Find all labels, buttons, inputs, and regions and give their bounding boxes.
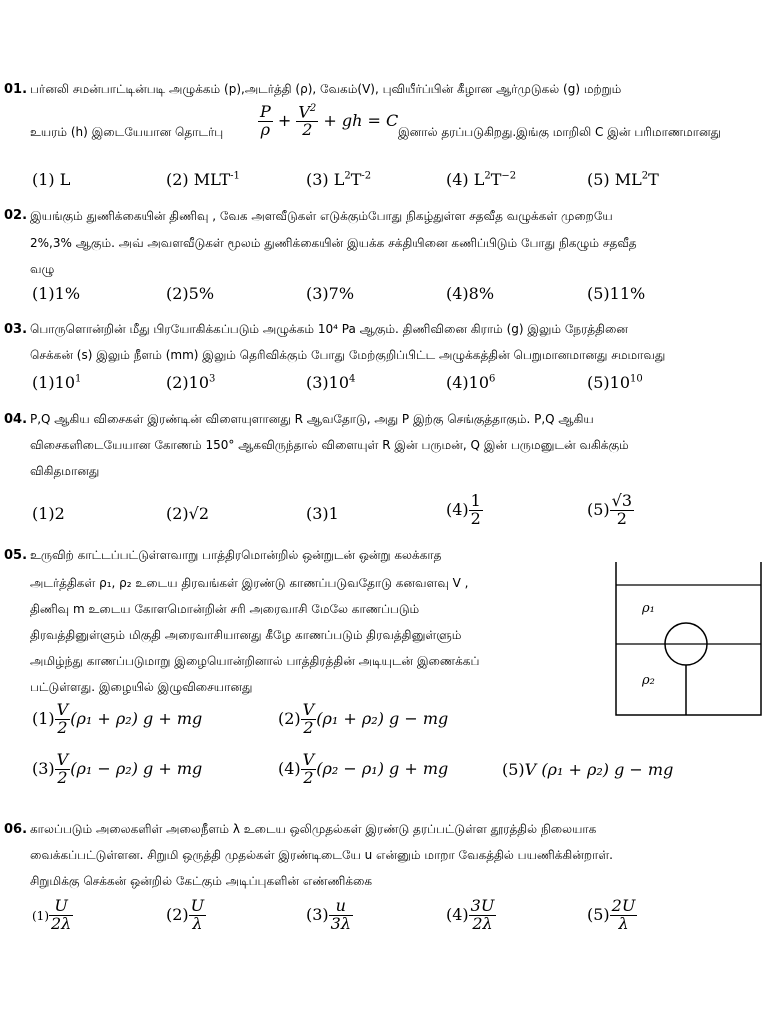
option-5[interactable]: $(5)10^{10}$ — [587, 373, 643, 392]
option-3[interactable]: (3)7% — [306, 284, 355, 303]
question-text: இனால் தரப்படுகிறது.இங்கு மாறிலி C இன் பரிமாணமானது — [398, 125, 722, 139]
question-number: 04. — [4, 412, 28, 427]
question-number: 06. — [4, 822, 28, 837]
question-number: 05. — [4, 548, 28, 563]
question-text: செக்கன் (s) இலும் நீளம் (mm) இலும் தெரிவிக்கும் போது மேற்குறிப்பிட்ட அழுக்கத்தின் பெறுமானமானது சமமாவது — [30, 348, 666, 362]
option-1[interactable]: (1) L — [32, 170, 71, 189]
option-5[interactable]: (5) $\frac{√3}{2}$ — [587, 491, 633, 528]
question-number: 03. — [4, 322, 28, 337]
question-number: 02. — [4, 208, 28, 223]
rho1-label: ρ₁ — [642, 601, 655, 616]
option-2[interactable]: (2) $\frac{V}{2}$ (ρ₁ + ρ₂) g − mg — [278, 700, 449, 737]
option-1[interactable]: (1) $\frac{V}{2}$ (ρ₁ + ρ₂) g + mg — [32, 700, 203, 737]
option-3[interactable]: (3)1 — [306, 504, 339, 523]
option-4[interactable]: $(4)10^6$ — [446, 373, 496, 392]
option-1[interactable]: (1)2 — [32, 504, 65, 523]
option-5[interactable]: (5)V (ρ₁ + ρ₂) g − mg — [502, 760, 674, 779]
option-3[interactable]: (3) $\frac{u}{3\lambda}$ — [306, 896, 351, 933]
option-3[interactable]: (3) $L^2T^{-2}$ — [306, 170, 372, 189]
option-4[interactable]: (4) $\frac{V}{2}$ (ρ₂ − ρ₁) g + mg — [278, 750, 449, 787]
question-text: பட்டுள்ளது. இழையில் இழுவிசையானது — [30, 680, 253, 694]
option-1[interactable]: (1)1% — [32, 284, 81, 303]
question-text: பொருளொன்றின் மீது பிரயோகிக்கப்படும் அழுக்கம் 10⁴ Pa ஆகும். திணிவினை கிராம் (g) இலும் நேரத்தினை — [30, 322, 628, 336]
option-2[interactable]: (2) $\frac{U}{\lambda}$ — [166, 896, 205, 933]
option-2[interactable]: (2) $MLT^{-1}$ — [166, 170, 240, 189]
option-1[interactable]: $(1)10^1$ — [32, 373, 82, 392]
option-3[interactable]: (3) $\frac{V}{2}$ (ρ₁ − ρ₂) g + mg — [32, 750, 203, 787]
question-text: வழு — [30, 262, 55, 276]
question-text: அடர்த்திகள் ρ₁, ρ₂ உடைய திரவங்கள் இரண்டு காணப்படுவதோடு கனவளவு V , — [30, 576, 469, 590]
option-5[interactable]: (5) $\frac{2U}{\lambda}$ — [587, 896, 636, 933]
option-1[interactable]: (1) $\frac{U}{2\lambda}$ — [32, 896, 72, 933]
option-2[interactable]: (2)√2 — [166, 504, 210, 523]
question-text: இயங்கும் துணிக்கையின் திணிவு , வேக அளவீடுகள் எடுக்கும்போது நிகழ்துள்ள சதவீத வழுக்கள் முறையே — [30, 209, 613, 223]
question-text: வைக்கப்பட்டுள்ளன. சிறுமி ஒருத்தி முதல்கள் இரண்டிடையே u என்னும் மாறா வேகத்தில் பயணிக்கின்றாள். — [30, 848, 613, 862]
option-4[interactable]: (4) $L^2T^{-2}$ — [446, 170, 517, 189]
question-text: பர்னலி சமன்பாட்டின்படி அழுக்கம் (p),அடர்த்தி (ρ), வேகம்(V), புவியீர்ப்பின் கீழான ஆர்முடுகல் (g) மற்றும் — [30, 82, 622, 96]
question-text: 2%,3% ஆகும். அவ் அவளவீடுகள் மூலம் துணிக்கையின் இயக்க சக்தியினை கணிப்பிடும் போது நிகழும் சதவீத — [30, 236, 637, 250]
question-text: விகிதமானது — [30, 464, 100, 478]
option-2[interactable]: (2)5% — [166, 284, 215, 303]
question-number: 01. — [4, 82, 28, 97]
container-diagram — [614, 560, 764, 718]
rho2-label: ρ₂ — [642, 673, 655, 688]
question-text: திரவத்தினுள்ளும் மிகுதி அரைவாசியானது கீழே காணப்படும் திரவத்தினுள்ளும் — [30, 628, 462, 642]
question-text: அமிழ்ந்து காணப்படுமாறு இழையொன்றினால் பாத்திரத்தின் அடியுடன் இணைக்கப் — [30, 654, 480, 668]
question-text: விசைகளிடையேயான கோணம் 150° ஆகவிருந்தால் விளையுள் R இன் பருமன், Q இன் பருமனுடன் வகிக்கும் — [30, 438, 629, 452]
option-4[interactable]: (4) $\frac{3U}{2\lambda}$ — [446, 896, 495, 933]
question-text: உருவிற் காட்டப்பட்டுள்ளவாறு பாத்திரமொன்றில் ஒன்றுடன் ஒன்று கலக்காத — [30, 548, 442, 562]
question-text: திணிவு m உடைய கோளமொன்றின் சரி அரைவாசி மேலே காணப்படும் — [30, 602, 420, 616]
option-2[interactable]: $(2)10^3$ — [166, 373, 216, 392]
question-text: P,Q ஆகிய விசைகள் இரண்டின் விளையுளானது R ஆவதோடு, அது P இற்கு செங்குத்தாகும். P,Q ஆகிய — [30, 412, 594, 426]
option-3[interactable]: $(3)10^4$ — [306, 373, 356, 392]
option-5[interactable]: (5)11% — [587, 284, 646, 303]
question-text: சிறுமிக்கு செக்கன் ஒன்றில் கேட்கும் அடிப்புகளின் எண்ணிக்கை — [30, 874, 373, 888]
option-4[interactable]: (4)8% — [446, 284, 495, 303]
option-4[interactable]: (4) $\frac{1}{2}$ — [446, 491, 481, 528]
option-5[interactable]: (5) $ML^2T$ — [587, 170, 659, 189]
question-text: காலப்படும் அலைகளிள் அலைநீளம் λ உடைய ஒலிமுதல்கள் இரண்டு தரப்பட்டுள்ள தூரத்தில் நிலையாக — [30, 822, 597, 836]
question-text: உயரம் (h) இடையேயான தொடர்பு — [30, 125, 224, 139]
bernoulli-formula: $\frac{P}{\rho}$ + $\frac{V^2}{2}$ + gh = C — [260, 102, 399, 140]
